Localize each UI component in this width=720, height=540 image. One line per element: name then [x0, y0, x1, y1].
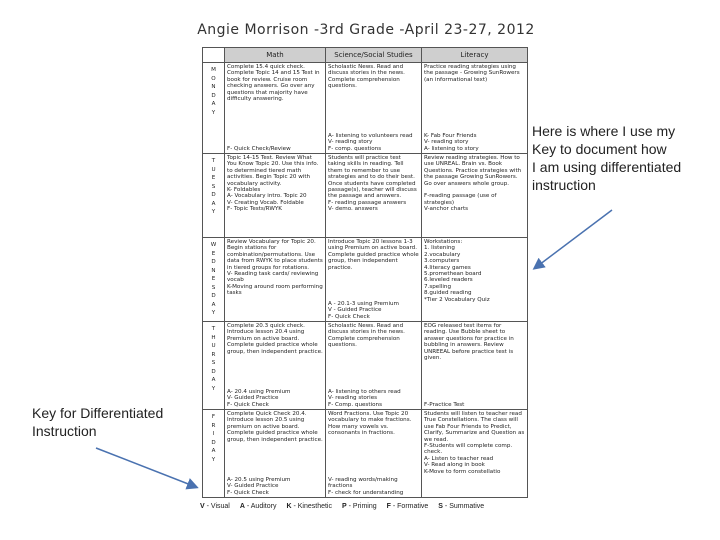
arrow-to-table — [535, 210, 612, 268]
key-label: Formative — [397, 503, 429, 510]
day-letter: W — [210, 242, 217, 248]
day-letter: I — [212, 431, 215, 437]
key-label: Kinesthetic — [297, 503, 332, 510]
key-letter: V — [200, 503, 205, 510]
day-letter: S — [211, 360, 216, 366]
key-item: S - Summative — [438, 503, 485, 510]
day-letter: T — [211, 326, 216, 332]
day-letter: Y — [211, 385, 216, 392]
day-letter: U — [211, 343, 216, 349]
cell-key-notes: A- 20.5 using Premium V- Guided Practice F- Quick Check — [227, 476, 291, 496]
cell-key-notes: K- Fab Four Friends V- reading story A- listening to story — [424, 132, 479, 152]
key-letter: K — [286, 503, 292, 510]
day-letter: A — [211, 301, 216, 308]
day-letter: E — [211, 276, 216, 282]
day-letter: Y — [211, 456, 216, 463]
day-letter: U — [211, 166, 216, 173]
annotation-left: Key for Differentiated Instruction — [32, 405, 164, 439]
day-letter: A — [211, 200, 216, 207]
day-letter: Y — [211, 209, 216, 215]
key-label: Visual — [210, 503, 230, 510]
key-letter: S — [438, 503, 443, 510]
day-letter: E — [211, 175, 216, 181]
cell-text: Complete Quick Check 20.4. Introduce lesson 20.5 using premium on active board. Complete guided practice whole group, then independent practice. — [227, 411, 323, 443]
key-label: Priming — [352, 503, 377, 510]
cell-text: Topic 14-15 Test. Review What You Know Topic 20. Use this info. to determined tiered math activities. Begin Topic 20 with vocabulary activity. K- Foldables A- Vocabulary intro. Topic 20 V- Creating Vocab. Foldable F- Topic Tests/RWYK — [227, 155, 319, 213]
cell-text: Students will practice test taking skills in reading. Tell them to remember to use strategies and to do their best. Once students have completed passage(s), teacher will discuss the passage and answers. F- reading passage answers V- demo. answers — [328, 155, 417, 213]
header-math: Math — [225, 48, 326, 63]
cell-key-notes: A- listening to others read V- reading stories F- Comp. questions — [328, 388, 401, 408]
cell-text: Word Fractions. Use Topic 20 vocabulary to make fractions. How many vowels vs. consonants in fractions. — [328, 411, 412, 437]
day-letter: N — [211, 84, 216, 90]
cell-text: Students will listen to teacher read True Constellations. The class will use Fab Four Friends to Predict, Clarify, Summarize and Question as we read. F-Students will complete comp. check. A- Listen to teacher read V- Read along in book K-Move to form constellatio — [424, 411, 525, 475]
day-letter: R — [211, 351, 216, 358]
day-letter: D — [211, 439, 216, 446]
day-letter: D — [211, 293, 216, 299]
cell-text: Scholastic News. Read and discuss stories in the news. Complete comprehension questions. — [328, 323, 405, 349]
day-letter: N — [211, 267, 216, 274]
cell-text: Scholastic News. Read and discuss stories in the news. Complete comprehension questions. — [328, 64, 405, 90]
day-letter: Y — [211, 109, 216, 116]
day-letter: A — [211, 101, 216, 107]
cell-key-notes: A- 20.4 using Premium V- Guided Practice F- Quick Check — [227, 388, 291, 408]
page-title: Angie Morrison -3rd Grade -April 23-27, 2012 — [197, 22, 535, 38]
day-letter: S — [211, 183, 216, 190]
cell-text: Workstations: 1. listening 2.vocabulary 3.computers 4.literacy games 5.promethean board 6.leveled readers 7.spelling 8.guided reading *Tier 2 Vocabulary Quiz — [424, 239, 490, 303]
day-letter: T — [211, 158, 216, 164]
day-letter: M — [211, 67, 216, 73]
day-letter: S — [211, 284, 216, 291]
day-letter: R — [211, 422, 216, 429]
cell-key-notes: V- reading words/making fractions F- check for understanding — [328, 476, 404, 496]
day-letter: Y — [211, 310, 216, 316]
key-letter: F — [386, 503, 391, 510]
header-science: Science/Social Studies — [326, 48, 422, 63]
header-literacy: Literacy — [422, 48, 528, 63]
arrow-to-key — [96, 448, 196, 487]
cell-text: Introduce Topic 20 lessons 1-3 using Premium on active board. Complete guided practice whole group, then independent practice. — [328, 239, 419, 271]
key-item: K - Kinesthetic — [286, 503, 332, 510]
key-letter: P — [342, 503, 347, 510]
day-letter: O — [211, 75, 216, 82]
cell-key-notes: F-Practice Test — [424, 401, 465, 408]
day-letter: D — [211, 92, 216, 99]
key-label: Auditory — [250, 503, 277, 510]
key-letter: A — [239, 503, 245, 510]
annotation-right: Here is where I use my Key to document how I am using differentiated instruction — [532, 123, 682, 193]
cell-key-notes: F- Quick Check/Review — [227, 145, 291, 152]
cell-text: Review Vocabulary for Topic 20. Begin stations for combination/permutations. Use data from RWYK to place students in tiered groups for rotations. V- Reading task cards/ reviewing vocab K-Moving around room performing tasks — [227, 239, 323, 297]
key-item: V - Visual — [200, 503, 230, 510]
cell-key-notes: A- listening to volunteers read V- reading story F- comp. questions — [328, 132, 413, 152]
day-letter: D — [211, 259, 216, 265]
cell-key-notes: A - 20.1-3 using Premium V - Guided Practice F- Quick Check — [328, 300, 399, 320]
day-letter: D — [211, 368, 216, 375]
cell-text: Complete 20.3 quick check. Introduce lesson 20.4 using Premium on active board. Complete guided practice whole group, then independent practice. — [227, 323, 323, 355]
cell-text: EOG released test items for reading. Use Bubble sheet to answer questions for practice in bubbling in answers. Review UNREEAL before practice test is given. — [424, 323, 514, 362]
day-letter: A — [211, 448, 216, 454]
key-label: Summative — [449, 503, 485, 510]
key-item: F - Formative — [386, 503, 429, 510]
cell-text: Review reading strategies. How to use UNREAL. Brain vs. Book Questions. Practice strategies with the passage Growing SunRowers. Go over answers whole group. F-reading passage (use of strategies) V-anchor charts — [424, 155, 522, 213]
cell-text: Complete 15.4 quick check. Complete Topic 14 and 15 Test in book for review. Cruise room checking answers. Go over any questions that majority have difficulty answering. — [227, 64, 320, 103]
day-letter: H — [211, 334, 216, 341]
key-item: P - Priming — [342, 503, 377, 510]
day-letter: E — [211, 250, 216, 257]
cell-text: Practice reading strategies using the passage - Growing SunRowers (an informational text) — [424, 64, 520, 83]
day-letter: F — [211, 414, 216, 420]
key-item: A - Auditory — [239, 503, 277, 510]
day-letter: A — [211, 377, 216, 383]
day-letter: D — [211, 192, 216, 198]
